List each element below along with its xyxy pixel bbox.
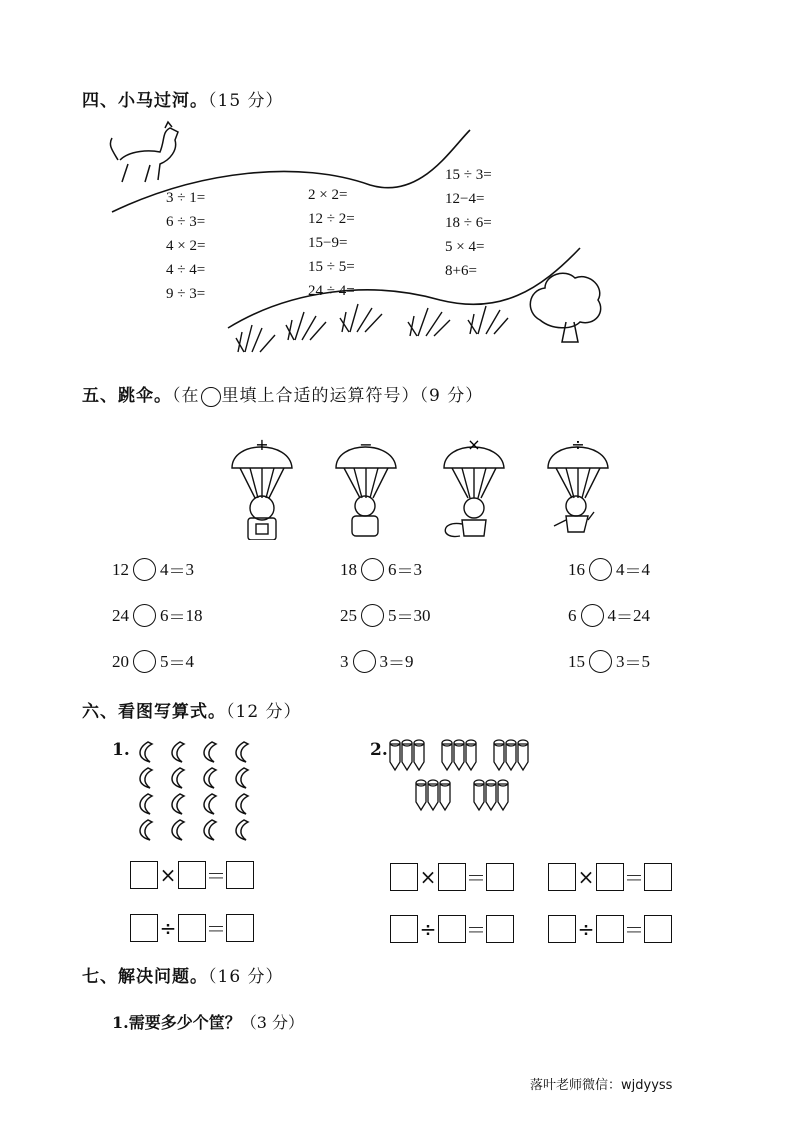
equation: 9 ÷ 3= (166, 286, 206, 302)
q2-label: 2. (370, 740, 388, 760)
banana-icon (204, 742, 216, 762)
section5-instruction-post: 里填上合适的运算符号） (221, 386, 420, 406)
operator-blank[interactable] (133, 650, 156, 673)
section4-score: （15 分） (208, 91, 284, 111)
answer-box[interactable] (438, 863, 466, 891)
section5-instruction-pre: （在 (172, 386, 200, 406)
banana-icon (140, 794, 152, 814)
banana-icon (140, 820, 152, 840)
river-bank-bottom (228, 248, 580, 328)
divide-sign: ÷ (419, 916, 437, 941)
fill-operator-row (568, 557, 650, 582)
result: 4 (641, 559, 650, 579)
equation: 4 × 2= (166, 238, 206, 254)
answer-box[interactable] (130, 861, 158, 889)
equals-sign: ＝ (624, 918, 644, 942)
division-formula (548, 914, 672, 943)
answer-box[interactable] (486, 863, 514, 891)
answer-box[interactable] (548, 915, 576, 943)
question-number: 1. (112, 1013, 129, 1032)
operand: 4 (607, 605, 616, 625)
operand: 12 (112, 559, 129, 579)
equals-sign: ＝ (168, 654, 186, 673)
fill-operator-row (340, 603, 431, 628)
equals-sign: ＝ (396, 562, 414, 581)
q1-label: 1. (112, 740, 130, 760)
operand: 5 (388, 605, 397, 625)
horse-icon (110, 122, 178, 182)
equals-sign: ＝ (616, 608, 633, 627)
equals-sign: ＝ (466, 866, 486, 890)
operand: 5 (160, 651, 169, 671)
river-illustration (0, 0, 793, 380)
pencil-bundle-icon (474, 780, 508, 810)
division-formula (130, 913, 254, 942)
operand: 3 (379, 651, 388, 671)
equation: 6 ÷ 3= (166, 214, 206, 230)
tree-icon (530, 273, 600, 342)
section4-title-text: 四、小马过河。 (82, 91, 208, 111)
operand: 24 (112, 605, 129, 625)
equation: 2 × 2= (308, 187, 348, 203)
operator-blank[interactable] (589, 558, 612, 581)
section7-question-1 (112, 1010, 304, 1033)
banana-icon (204, 768, 216, 788)
pencil-bundle-icon (416, 780, 450, 810)
answer-box[interactable] (644, 915, 672, 943)
section5-title (82, 381, 483, 407)
operator-blank[interactable] (133, 604, 156, 627)
section6-title-text: 六、看图写算式。 (82, 702, 226, 722)
operator-blank[interactable] (581, 604, 604, 627)
banana-icon (140, 768, 152, 788)
equation: 15 ÷ 3= (445, 167, 492, 183)
section6-score: （12 分） (226, 702, 302, 722)
section6-title (82, 697, 302, 722)
equals-sign: ＝ (206, 864, 226, 888)
banana-icon (236, 794, 248, 814)
section5-score: （9 分） (419, 386, 484, 406)
section5-title-text: 五、跳伞。 (82, 386, 172, 406)
answer-box[interactable] (486, 915, 514, 943)
operand: 4 (160, 559, 169, 579)
operand: 6 (160, 605, 169, 625)
multiplication-formula (130, 860, 254, 889)
answer-box[interactable] (130, 914, 158, 942)
answer-box[interactable] (178, 861, 206, 889)
result: 24 (633, 605, 650, 625)
operand: 3 (340, 651, 349, 671)
equation: 4 ÷ 4= (166, 262, 206, 278)
equation: 5 × 4= (445, 239, 485, 255)
result: 4 (185, 651, 194, 671)
banana-icon (204, 820, 216, 840)
equation: 12−4= (445, 191, 485, 207)
equals-sign: ＝ (466, 918, 486, 942)
operand: 18 (340, 559, 357, 579)
operand: 25 (340, 605, 357, 625)
operand: 15 (568, 651, 585, 671)
pencils-picture (386, 736, 546, 816)
operator-blank[interactable] (133, 558, 156, 581)
banana-icon (236, 768, 248, 788)
section7-score: （16 分） (208, 967, 284, 987)
parachute-pig-icon (232, 447, 292, 540)
parachute-sign: ÷ (571, 435, 585, 454)
fill-operator-row (568, 649, 650, 674)
answer-box[interactable] (438, 915, 466, 943)
multiplication-formula (390, 862, 514, 891)
equals-sign: ＝ (396, 608, 414, 627)
equation-column-1 (166, 186, 205, 306)
answer-box[interactable] (644, 863, 672, 891)
answer-box[interactable] (596, 863, 624, 891)
division-formula (390, 914, 514, 943)
equation: 18 ÷ 6= (445, 215, 492, 231)
grass-icon (236, 304, 508, 352)
banana-icon (204, 794, 216, 814)
equals-sign: ＝ (624, 866, 644, 890)
equals-sign: ＝ (388, 654, 405, 673)
operand: 20 (112, 651, 129, 671)
answer-box[interactable] (390, 863, 418, 891)
fill-operator-row (112, 557, 194, 582)
equation-column-2 (308, 183, 355, 303)
result: 9 (405, 651, 414, 671)
answer-box[interactable] (226, 914, 254, 942)
equation: 8+6= (445, 263, 477, 279)
result: 30 (413, 605, 431, 625)
parachutes-illustration (0, 420, 793, 540)
result: 5 (641, 651, 650, 671)
equation: 3 ÷ 1= (166, 190, 206, 206)
times-sign: × (159, 862, 177, 887)
operand: 16 (568, 559, 585, 579)
answer-box[interactable] (548, 863, 576, 891)
result: 3 (185, 559, 194, 579)
equals-sign: ＝ (168, 608, 186, 627)
result: 3 (413, 559, 422, 579)
section7-title (82, 962, 284, 987)
fill-operator-row (340, 649, 414, 674)
parachute-fox-icon (444, 447, 504, 537)
section7-title-text: 七、解决问题。 (82, 967, 208, 987)
fill-operator-row (568, 603, 650, 628)
instruction-circle-icon (201, 387, 221, 407)
pencil-bundle-icon (494, 740, 528, 770)
pencil-bundle-icon (390, 740, 424, 770)
parachute-sign: × (467, 435, 481, 454)
operand: 6 (388, 559, 397, 579)
answer-box[interactable] (178, 914, 206, 942)
multiplication-formula (548, 862, 672, 891)
parachute-cat-icon (548, 447, 608, 532)
bananas-picture (124, 738, 260, 846)
banana-icon (236, 820, 248, 840)
operator-blank[interactable] (361, 558, 384, 581)
question-score: （3 分） (240, 1013, 304, 1032)
banana-icon (172, 820, 184, 840)
banana-icon (236, 742, 248, 762)
fill-operator-row (340, 557, 422, 582)
parachute-sign: + (255, 435, 269, 454)
banana-icon (140, 742, 152, 762)
divide-sign: ÷ (159, 915, 177, 940)
banana-icon (172, 768, 184, 788)
equals-sign: ＝ (206, 917, 226, 941)
parachute-sign: − (359, 435, 373, 454)
divide-sign: ÷ (577, 916, 595, 941)
question-text: 需要多少个筐？ (128, 1013, 241, 1032)
equals-sign: ＝ (624, 562, 642, 581)
result: 18 (185, 605, 203, 625)
equation: 15−9= (308, 235, 348, 251)
answer-box[interactable] (596, 915, 624, 943)
answer-box[interactable] (226, 861, 254, 889)
operator-blank[interactable] (589, 650, 612, 673)
parachute-squirrel-icon (336, 447, 396, 536)
pencil-bundle-icon (442, 740, 476, 770)
equation: 24 ÷ 4= (308, 283, 355, 299)
times-sign: × (419, 864, 437, 889)
footer-contact: 落叶老师微信：wjdyyss (530, 1078, 673, 1093)
operand: 4 (616, 559, 625, 579)
operand: 3 (616, 651, 625, 671)
equation: 15 ÷ 5= (308, 259, 355, 275)
operator-blank[interactable] (361, 604, 384, 627)
banana-icon (172, 794, 184, 814)
banana-icon (172, 742, 184, 762)
answer-box[interactable] (390, 915, 418, 943)
equals-sign: ＝ (624, 654, 642, 673)
fill-operator-row (112, 649, 194, 674)
equation-column-3 (445, 163, 492, 283)
operator-blank[interactable] (353, 650, 376, 673)
equation: 12 ÷ 2= (308, 211, 355, 227)
times-sign: × (577, 864, 595, 889)
operand: 6 (568, 605, 577, 625)
fill-operator-row (112, 603, 203, 628)
equals-sign: ＝ (168, 562, 186, 581)
